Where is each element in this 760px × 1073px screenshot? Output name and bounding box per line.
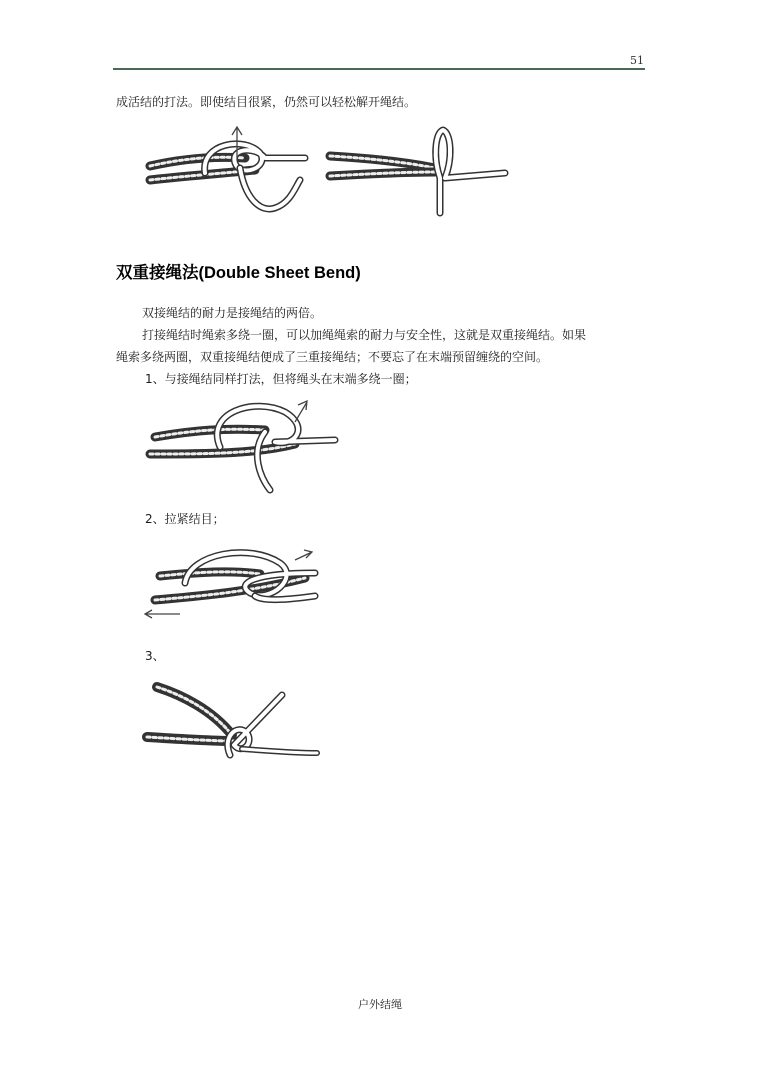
header-rule [113, 68, 645, 70]
figure-step-2 [140, 538, 340, 628]
figure-step-1 [145, 392, 345, 497]
page-footer: 户外结绳 [358, 998, 402, 1011]
step-1-label: 1、与接绳结同样打法，但将绳头在末端多绕一圈； [145, 372, 417, 386]
paragraph-strength: 双接绳结的耐力是接绳结的两倍。 [142, 306, 323, 320]
pull-arrow [295, 401, 307, 422]
rope-thick [157, 687, 232, 735]
step-3-label: 3、 [145, 649, 165, 663]
rope-thin [228, 695, 282, 755]
figure-step-3 [142, 675, 322, 770]
pull-arrow-right [295, 550, 312, 560]
intro-text: 成活结的打法。即使结目很紧，仍然可以轻松解开绳结。 [116, 95, 417, 109]
pull-arrow-left [145, 610, 180, 618]
figure-slip-sheet-bend [145, 118, 515, 228]
paragraph-explanation-line2: 绳索多绕两圈，双重接绳结便成了三重接绳结；不要忘了在末端预留缠绕的空间。 [116, 350, 549, 364]
page-number: 51 [630, 54, 644, 67]
step-2-label: 2、拉紧结目； [145, 512, 225, 526]
section-heading: 双重接绳法(Double Sheet Bend) [116, 264, 361, 282]
paragraph-explanation-line1: 打接绳结时绳索多绕一圈，可以加绳绳索的耐力与安全性，这就是双重接绳结。如果 [142, 328, 587, 342]
